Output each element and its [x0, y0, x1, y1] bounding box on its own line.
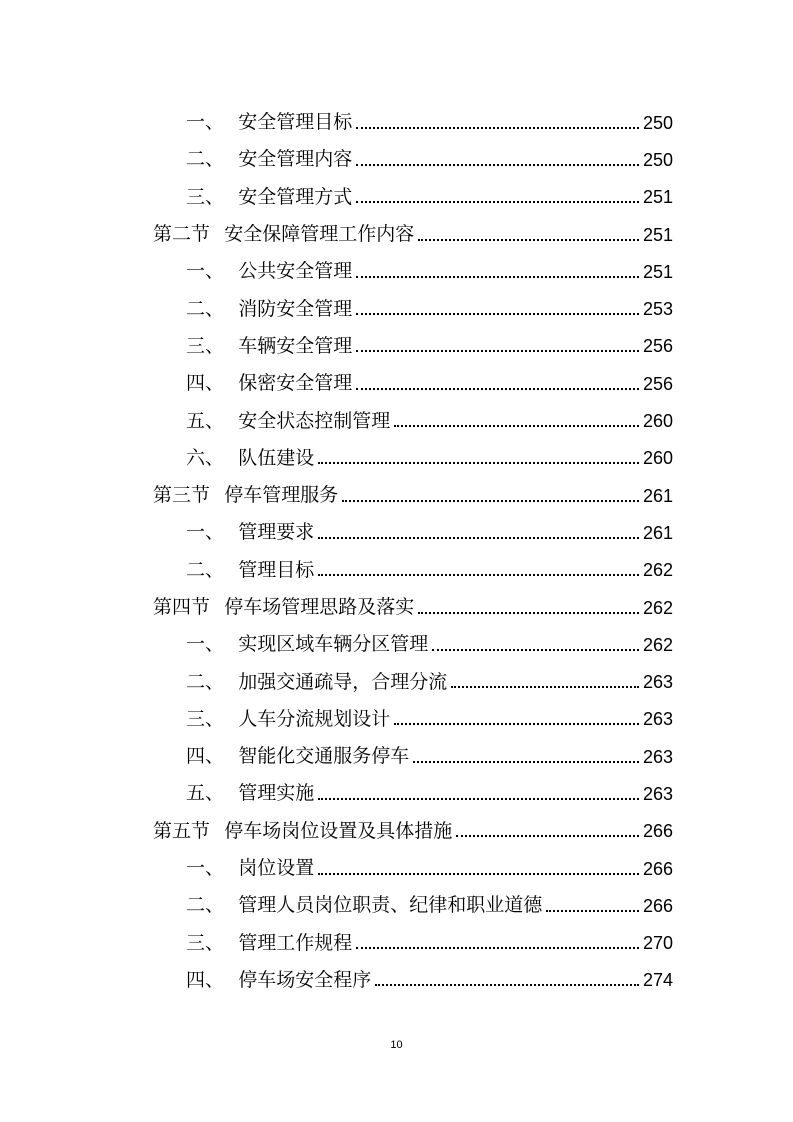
dot-leader	[456, 835, 639, 837]
toc-entry-prefix: 三、	[186, 707, 225, 730]
dot-leader	[318, 873, 639, 875]
dot-leader	[375, 984, 639, 986]
toc-entry-page-number: 266	[642, 821, 673, 842]
dot-leader	[413, 761, 639, 763]
dot-leader	[394, 723, 639, 725]
dot-leader	[546, 910, 639, 912]
toc-entry[interactable]	[0, 701, 793, 738]
toc-entry-page-number: 256	[642, 336, 673, 357]
toc-entry-title: 管理人员岗位职责、纪律和职业道德	[238, 894, 543, 917]
toc-section-title: 停车场管理思路及落实	[224, 596, 415, 618]
toc-entry-prefix: 一、	[186, 633, 225, 656]
toc-entry-page-number: 250	[642, 149, 673, 170]
toc-entry[interactable]	[0, 440, 793, 477]
toc-entry-page-number: 263	[642, 783, 673, 804]
dot-leader	[356, 313, 639, 315]
toc-entry-prefix: 二、	[186, 894, 225, 917]
toc-section-prefix: 第五节	[153, 819, 211, 842]
toc-entry-prefix: 四、	[186, 968, 225, 991]
toc-entry-title: 停车场安全程序	[238, 968, 372, 991]
toc-entry-page-number: 253	[642, 299, 673, 320]
page-number: 10	[390, 1039, 403, 1051]
toc-section-entry[interactable]	[0, 813, 793, 850]
toc-entry[interactable]	[0, 179, 793, 216]
toc-entry-page-number: 262	[642, 597, 673, 618]
toc-entry[interactable]	[0, 141, 793, 178]
table-of-contents	[0, 104, 793, 999]
dot-leader	[451, 686, 639, 688]
toc-entry-prefix: 四、	[186, 372, 225, 395]
toc-entry-title: 保密安全管理	[238, 372, 353, 395]
toc-entry-prefix: 三、	[186, 334, 225, 357]
toc-entry-page-number: 262	[642, 560, 673, 581]
dot-leader	[356, 164, 639, 166]
toc-entry-title: 车辆安全管理	[238, 334, 353, 357]
dot-leader	[356, 276, 639, 278]
toc-section-title: 安全保障管理工作内容	[224, 223, 415, 246]
dot-leader	[356, 388, 639, 390]
toc-entry[interactable]	[0, 626, 793, 663]
toc-section-entry[interactable]	[0, 216, 793, 253]
toc-entry[interactable]	[0, 887, 793, 924]
toc-entry-title: 安全状态控制管理	[238, 409, 391, 432]
toc-entry-prefix: 二、	[186, 297, 225, 320]
dot-leader	[418, 239, 639, 241]
toc-entry-prefix: 六、	[186, 446, 225, 469]
toc-entry-page-number: 251	[642, 261, 673, 282]
toc-entry-page-number: 270	[642, 933, 673, 954]
toc-entry-title: 人车分流规划设计	[238, 707, 391, 730]
toc-entry[interactable]	[0, 253, 793, 290]
dot-leader	[356, 127, 639, 129]
toc-entry[interactable]	[0, 850, 793, 887]
toc-entry-page-number: 266	[642, 858, 673, 879]
toc-entry-title: 管理要求	[238, 521, 315, 544]
toc-entry-title: 管理目标	[238, 558, 315, 581]
toc-entry-title: 队伍建设	[238, 446, 315, 469]
toc-entry[interactable]	[0, 738, 793, 775]
toc-section-entry[interactable]	[0, 477, 793, 514]
dot-leader	[356, 201, 639, 203]
toc-entry-prefix: 一、	[186, 521, 225, 544]
toc-entry-page-number: 262	[642, 634, 673, 655]
toc-section-entry[interactable]	[0, 589, 793, 626]
toc-entry-page-number: 251	[642, 224, 673, 245]
dot-leader	[318, 462, 639, 464]
toc-entry-page-number: 260	[642, 411, 673, 432]
toc-entry-prefix: 二、	[186, 558, 225, 581]
toc-section-prefix: 第二节	[153, 223, 211, 246]
toc-entry-prefix: 四、	[186, 745, 225, 768]
toc-entry-title: 智能化交通服务停车	[238, 745, 410, 768]
toc-entry-page-number: 266	[642, 895, 673, 916]
dot-leader	[356, 947, 639, 949]
toc-entry-prefix: 五、	[186, 409, 225, 432]
toc-entry[interactable]	[0, 365, 793, 402]
toc-entry-prefix: 二、	[186, 670, 225, 693]
toc-entry[interactable]	[0, 962, 793, 999]
toc-entry[interactable]	[0, 663, 793, 700]
toc-entry-page-number: 251	[642, 187, 673, 208]
toc-entry-page-number: 261	[642, 522, 673, 543]
toc-entry-prefix: 二、	[186, 148, 225, 171]
toc-entry-page-number: 263	[642, 746, 673, 767]
dot-leader	[394, 425, 639, 427]
toc-entry[interactable]	[0, 104, 793, 141]
toc-entry-title: 消防安全管理	[238, 297, 353, 320]
toc-entry-title: 加强交通疏导，合理分流	[238, 670, 448, 693]
dot-leader	[318, 537, 639, 539]
dot-leader	[432, 649, 639, 651]
toc-entry-page-number: 256	[642, 373, 673, 394]
toc-entry[interactable]	[0, 925, 793, 962]
toc-section-prefix: 第四节	[153, 596, 211, 618]
toc-entry[interactable]	[0, 402, 793, 439]
toc-entry-page-number: 250	[642, 112, 673, 133]
toc-entry-page-number: 260	[642, 448, 673, 469]
toc-entry-page-number: 261	[642, 485, 673, 506]
toc-entry-title: 管理实施	[238, 782, 315, 805]
toc-section-title: 停车管理服务	[224, 484, 339, 507]
toc-entry[interactable]	[0, 514, 793, 551]
toc-entry-prefix: 一、	[186, 260, 225, 283]
toc-entry[interactable]	[0, 328, 793, 365]
dot-leader	[342, 500, 639, 502]
toc-entry[interactable]	[0, 775, 793, 812]
toc-entry-title: 管理工作规程	[238, 931, 353, 954]
toc-entry-title: 安全管理内容	[238, 148, 353, 171]
toc-entry-title: 公共安全管理	[238, 260, 353, 283]
toc-entry-title: 实现区域车辆分区管理	[238, 633, 429, 656]
dot-leader	[418, 612, 639, 614]
toc-entry-prefix: 一、	[186, 111, 225, 134]
toc-entry-title: 安全管理目标	[238, 111, 353, 134]
toc-entry-page-number: 263	[642, 672, 673, 693]
toc-entry-prefix: 三、	[186, 185, 225, 208]
dot-leader	[318, 798, 639, 800]
toc-entry-prefix: 五、	[186, 782, 225, 805]
dot-leader	[318, 574, 639, 576]
toc-entry-prefix: 一、	[186, 857, 225, 880]
toc-section-title: 停车场岗位设置及具体措施	[224, 819, 453, 842]
toc-entry[interactable]	[0, 552, 793, 589]
toc-entry-title: 岗位设置	[238, 857, 315, 880]
toc-section-prefix: 第三节	[153, 484, 211, 507]
toc-entry-page-number: 263	[642, 709, 673, 730]
toc-entry-prefix: 三、	[186, 931, 225, 954]
dot-leader	[356, 350, 639, 352]
toc-entry-page-number: 274	[642, 970, 673, 991]
toc-entry-title: 安全管理方式	[238, 185, 353, 208]
toc-entry[interactable]	[0, 290, 793, 327]
